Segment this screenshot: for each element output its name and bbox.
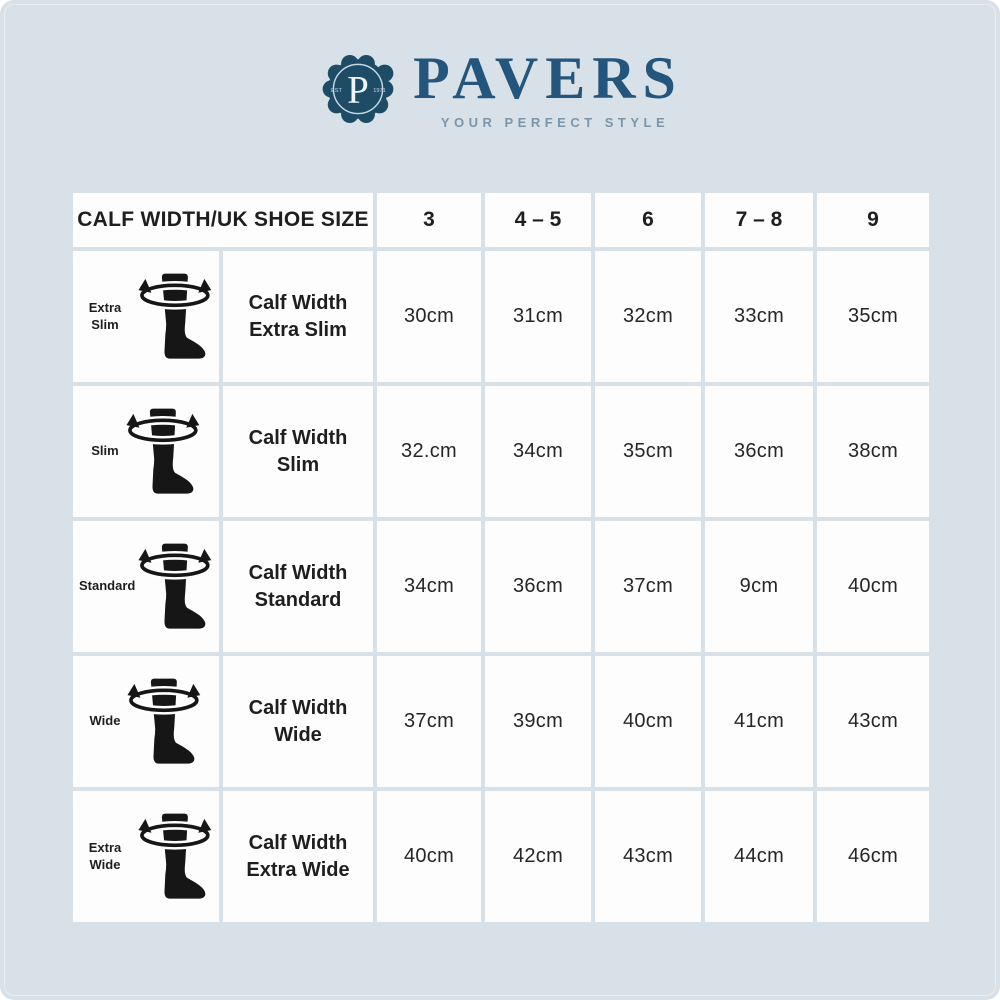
boot-width-label: Slim xyxy=(91,443,119,459)
size-value-cell: 44cm xyxy=(705,791,813,922)
row-icon-cell xyxy=(73,386,219,517)
header-size-cell: 9 xyxy=(817,193,929,247)
boot-rotation-icon xyxy=(123,402,201,502)
size-value-cell: 36cm xyxy=(705,386,813,517)
header-size-cell: 4 – 5 xyxy=(485,193,591,247)
boot-width-label: Wide xyxy=(89,713,121,729)
size-value-cell: 34cm xyxy=(485,386,591,517)
size-value-cell: 34cm xyxy=(377,521,481,652)
size-value-cell: 46cm xyxy=(817,791,929,922)
size-value-cell: 31cm xyxy=(485,251,591,382)
size-value-cell: 39cm xyxy=(485,656,591,787)
calf-width-label: Calf Width Standard xyxy=(248,561,348,611)
boot-width-label: Extra Wide xyxy=(88,840,122,872)
calf-width-label: Calf Width Slim xyxy=(248,426,348,476)
header-size-cell: 6 xyxy=(595,193,701,247)
badge-est: EST xyxy=(331,88,343,95)
badge-year: 1971 xyxy=(373,88,386,95)
calf-width-label: Calf Width Wide xyxy=(248,696,348,746)
header-size-cell: 7 – 8 xyxy=(705,193,813,247)
size-value-cell: 36cm xyxy=(485,521,591,652)
row-icon-cell xyxy=(73,791,219,922)
size-value-cell: 43cm xyxy=(595,791,701,922)
size-value-cell: 33cm xyxy=(705,251,813,382)
size-value-cell: 30cm xyxy=(377,251,481,382)
size-value-cell: 40cm xyxy=(377,791,481,922)
brand-name: PAVERS xyxy=(413,45,683,111)
calf-width-size-table xyxy=(73,193,929,922)
size-value-cell: 41cm xyxy=(705,656,813,787)
size-value-cell: 40cm xyxy=(595,656,701,787)
row-icon-cell xyxy=(73,251,219,382)
size-value-cell: 35cm xyxy=(595,386,701,517)
size-value-cell: 32cm xyxy=(595,251,701,382)
calf-width-label: Calf Width Extra Slim xyxy=(248,291,348,341)
boot-rotation-icon xyxy=(135,537,213,637)
boot-rotation-icon xyxy=(135,267,213,367)
row-icon-cell xyxy=(73,521,219,652)
pavers-logo xyxy=(0,45,1000,130)
header-size-cell: 3 xyxy=(377,193,481,247)
boot-rotation-icon xyxy=(135,807,213,907)
boot-width-label: Extra Slim xyxy=(88,300,122,332)
boot-width-label: Standard xyxy=(79,578,136,594)
size-value-cell: 42cm xyxy=(485,791,591,922)
row-icon-cell xyxy=(73,656,219,787)
pavers-badge-icon xyxy=(317,48,399,130)
size-value-cell: 37cm xyxy=(377,656,481,787)
badge-letter: P xyxy=(347,68,369,112)
boot-rotation-icon xyxy=(124,672,202,772)
calf-width-label: Calf Width Extra Wide xyxy=(246,831,350,881)
size-value-cell: 32.cm xyxy=(377,386,481,517)
size-value-cell: 38cm xyxy=(817,386,929,517)
header-corner-cell: CALF WIDTH/UK SHOE SIZE xyxy=(73,193,373,247)
size-value-cell: 37cm xyxy=(595,521,701,652)
brand-tagline: YOUR PERFECT STYLE xyxy=(440,115,670,130)
size-value-cell: 9cm xyxy=(705,521,813,652)
size-value-cell: 35cm xyxy=(817,251,929,382)
wordmark xyxy=(413,45,683,130)
size-value-cell: 43cm xyxy=(817,656,929,787)
size-value-cell: 40cm xyxy=(817,521,929,652)
